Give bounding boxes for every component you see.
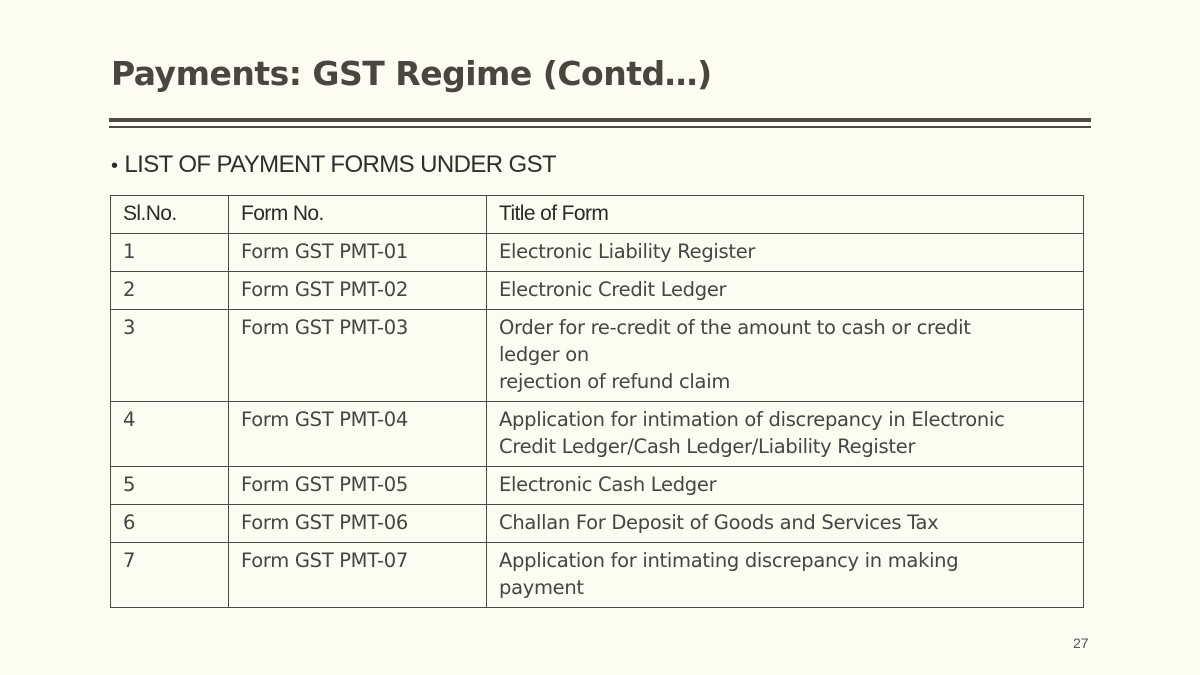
header-sl-no: Sl.No.: [111, 196, 229, 234]
title-divider-thin: [109, 126, 1091, 128]
cell-title-of-form: [487, 543, 1084, 608]
title-line: Challan For Deposit of Goods and Services Tax: [499, 511, 939, 534]
header-title-of-form: Title of Form: [487, 196, 1084, 234]
payment-forms-table: [110, 195, 1084, 608]
bullet-heading: [111, 151, 556, 179]
title-line: rejection of refund claim: [499, 370, 731, 393]
table-row: [111, 272, 1084, 310]
table-row: [111, 234, 1084, 272]
cell-title-of-form: [487, 234, 1084, 272]
slide-title: Payments: GST Regime (Contd…): [111, 54, 712, 93]
title-line: ledger on: [499, 343, 589, 366]
title-line: payment: [499, 576, 584, 599]
table-body: [111, 234, 1084, 608]
bullet-heading-text: LIST OF PAYMENT FORMS UNDER GST: [124, 151, 557, 178]
title-line: Electronic Cash Ledger: [499, 473, 717, 496]
cell-sl-no: 4: [111, 402, 229, 467]
cell-title-of-form: [487, 505, 1084, 543]
cell-title-of-form: [487, 467, 1084, 505]
cell-form-no: Form GST PMT-02: [229, 272, 487, 310]
cell-form-no: Form GST PMT-06: [229, 505, 487, 543]
title-line: Application for intimation of discrepancy in Electronic: [499, 408, 1005, 431]
title-divider-thick: [109, 118, 1091, 122]
title-line: Application for intimating discrepancy in making: [499, 549, 959, 572]
cell-title-of-form: [487, 402, 1084, 467]
cell-sl-no: 5: [111, 467, 229, 505]
cell-form-no: Form GST PMT-01: [229, 234, 487, 272]
title-line: Order for re-credit of the amount to cash or credit: [499, 316, 971, 339]
header-form-no: Form No.: [229, 196, 487, 234]
cell-sl-no: 2: [111, 272, 229, 310]
cell-form-no: Form GST PMT-04: [229, 402, 487, 467]
cell-sl-no: 6: [111, 505, 229, 543]
cell-title-of-form: [487, 272, 1084, 310]
bullet-icon: •: [111, 155, 118, 177]
table-header-row: [111, 196, 1084, 234]
cell-form-no: Form GST PMT-07: [229, 543, 487, 608]
cell-form-no: Form GST PMT-05: [229, 467, 487, 505]
table-row: [111, 402, 1084, 467]
cell-sl-no: 1: [111, 234, 229, 272]
cell-title-of-form: [487, 310, 1084, 402]
cell-sl-no: 7: [111, 543, 229, 608]
cell-sl-no: 3: [111, 310, 229, 402]
cell-form-no: Form GST PMT-03: [229, 310, 487, 402]
title-line: Electronic Credit Ledger: [499, 278, 727, 301]
table-row: [111, 467, 1084, 505]
title-line: Electronic Liability Register: [499, 240, 756, 263]
page-number: 27: [1073, 635, 1089, 651]
table-row: [111, 310, 1084, 402]
table-row: [111, 543, 1084, 608]
table-row: [111, 505, 1084, 543]
title-line: Credit Ledger/Cash Ledger/Liability Register: [499, 435, 916, 458]
